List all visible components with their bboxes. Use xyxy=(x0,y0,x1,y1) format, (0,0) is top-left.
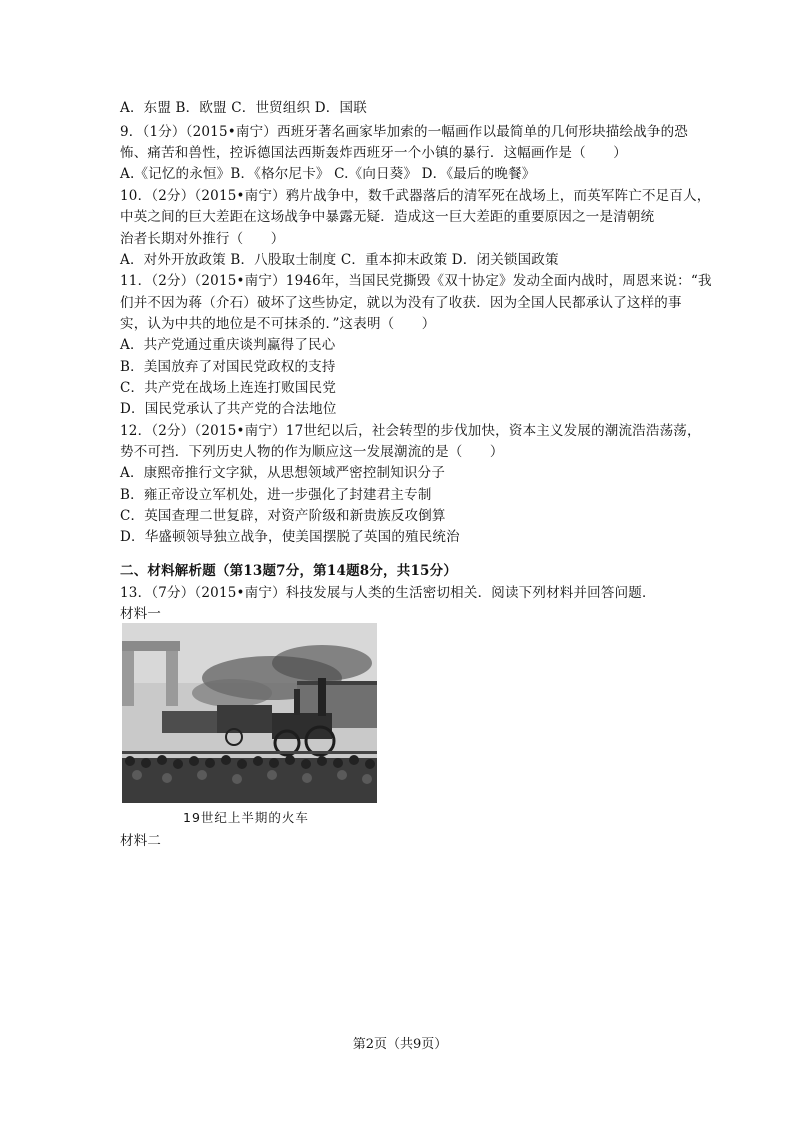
q12-option-d: D．华盛顿领导独立战争，使美国摆脱了英国的殖民统治 xyxy=(120,529,460,545)
q9-options: A.《记忆的永恒》B．《格尔尼卡》 C.《向日葵》 D．《最后的晚餐》 xyxy=(120,166,536,182)
page-footer: 第2页（共9页） xyxy=(352,1037,448,1052)
q12-option-a: A．康熙帝推行文字狱，从思想领域严密控制知识分子 xyxy=(120,465,446,481)
q10-stem-line-1: 10．（2分）（2015•南宁）鸦片战争中，数千武器落后的清军死在战场上，而英军阵亡不足百人， xyxy=(120,188,711,204)
train-engraving-image xyxy=(122,623,377,803)
q12-option-c: C．英国查理二世复辟，对资产阶级和新贵族反攻倒算 xyxy=(120,508,446,524)
q12-stem-line-1: 12．（2分）（2015•南宁）17世纪以后，社会转型的步伐加快，资本主义发展的潮流浩浩荡荡， xyxy=(120,423,701,439)
material-2-label: 材料二 xyxy=(120,833,162,849)
q12-stem-line-2: 势不可挡．下列历史人物的作为顺应这一发展潮流的是（ ） xyxy=(120,444,504,460)
q11-option-d: D．国民党承认了共产党的合法地位 xyxy=(120,401,337,417)
q9-stem-line-2: 怖、痛苦和兽性，控诉德国法西斯轰炸西班牙一个小镇的暴行．这幅画作是（ ） xyxy=(120,145,627,161)
q10-stem-line-3: 治者长期对外推行（ ） xyxy=(120,231,285,247)
q9-stem-line-1: 9．（1分）（2015•南宁）西班牙著名画家毕加索的一幅画作以最简单的几何形块描绘战争的恐 xyxy=(120,124,688,140)
q8-options: A．东盟 B．欧盟 C．世贸组织 D．国联 xyxy=(120,100,367,116)
q13-stem: 13．（7分）（2015•南宁）科技发展与人类的生活密切相关．阅读下列材料并回答问题． xyxy=(120,585,656,601)
material-1-label: 材料一 xyxy=(120,606,162,622)
q11-option-c: C．共产党在战场上连连打败国民党 xyxy=(120,380,337,396)
q11-option-a: A．共产党通过重庆谈判赢得了民心 xyxy=(120,337,336,353)
q11-option-b: B．美国放弃了对国民党政权的支持 xyxy=(120,359,336,375)
q11-stem-line-3: 实，认为中共的地位是不可抹杀的．”这表明（ ） xyxy=(120,316,436,332)
q10-stem-line-2: 中英之间的巨大差距在这场战争中暴露无疑．造成这一巨大差距的重要原因之一是清朝统 xyxy=(120,209,655,225)
q11-stem-line-1: 11．（2分）（2015•南宁）1946年，当国民党撕毁《双十协定》发动全面内战时，周恩来说：“我 xyxy=(120,273,712,289)
section-heading: 二、材料解析题（第13题7分，第14题8分，共15分） xyxy=(120,563,458,579)
q12-option-b: B．雍正帝设立军机处，进一步强化了封建君主专制 xyxy=(120,487,432,503)
train-illustration xyxy=(122,623,377,803)
q10-options: A．对外开放政策 B．八股取士制度 C．重本抑末政策 D．闭关锁国政策 xyxy=(120,252,559,268)
figure-caption: 19世纪上半期的火车 xyxy=(183,810,309,825)
q11-stem-line-2: 们并不因为蒋（介石）破坏了这些协定，就以为没有了收获．因为全国人民都承认了这样的事 xyxy=(120,295,682,311)
